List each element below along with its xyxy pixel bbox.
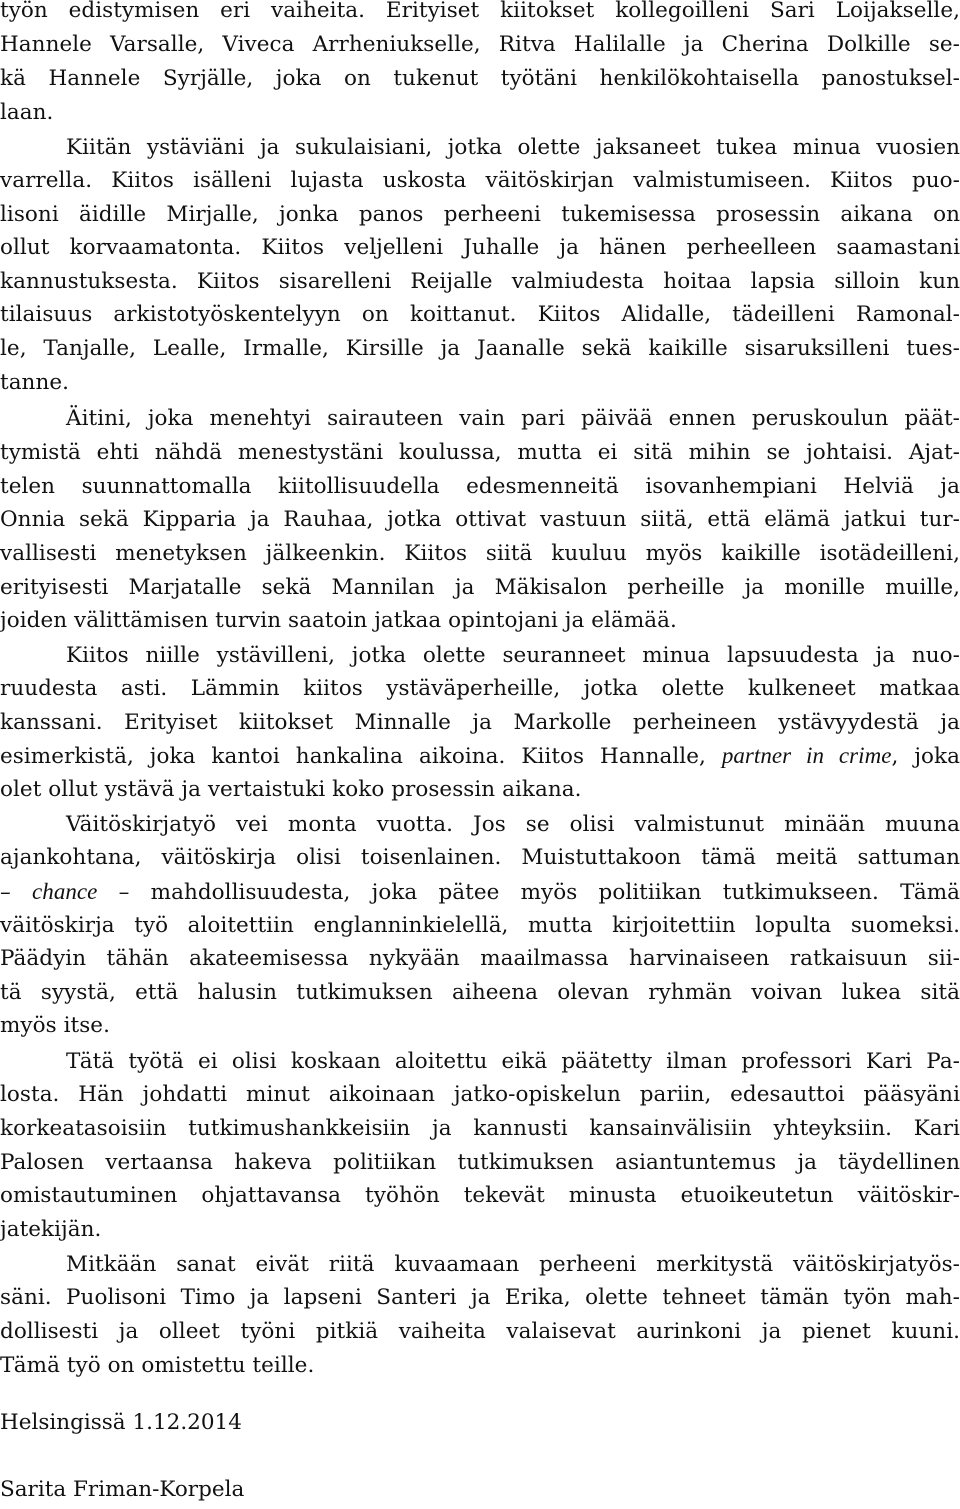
text-segment: , joka: [891, 744, 960, 769]
text-line: Äitini, joka menehtyi sairauteen vain pari päivää ennen peruskoulun päät-: [66, 406, 960, 431]
text-line-with-italic: [0, 875, 960, 909]
italic-phrase: partner in crime: [721, 743, 892, 768]
text-line: kannustuksesta. Kiitos sisarelleni Reijalle valmiudesta hoitaa lapsia silloin kun: [0, 269, 960, 294]
text-line: tilaisuus arkistotyöskentelyyn on koittanut. Kiitos Alidalle, tädeilleni Ramonal-: [0, 302, 960, 327]
text-line: erityisesti Marjatalle sekä Mannilan ja Mäkisalon perheille ja monille muille,: [0, 575, 960, 600]
text-line: Palosen vertaansa hakeva politiikan tutkimuksen asiantuntemus ja täydellinen: [0, 1150, 960, 1175]
text-line: laan.: [0, 100, 54, 125]
text-line: ollut korvaamatonta. Kiitos veljelleni Juhalle ja hänen perheelleen saamastani: [0, 235, 960, 260]
text-line: säni. Puolisoni Timo ja lapseni Santeri ja Erika, olette tehneet tämän työn mah-: [0, 1285, 960, 1310]
author-name: Sarita Friman-Korpela: [0, 1477, 245, 1502]
text-line: Kiitän ystäviäni ja sukulaisiani, jotka olette jaksaneet tukea minua vuosien: [66, 135, 960, 160]
text-line: olet ollut ystävä ja vertaistuki koko prosessin aikana.: [0, 777, 582, 802]
text-line: työn edistymisen eri vaiheita. Erityiset kiitokset kollegoilleni Sari Loijakselle,: [0, 0, 960, 23]
text-line: vallisesti menetyksen jälkeenkin. Kiitos siitä kuuluu myös kaikille isotädeilleni,: [0, 541, 960, 566]
text-line: tymistä ehti nähdä menestystäni koulussa, mutta ei sitä mihin se johtaisi. Ajat-: [0, 440, 960, 465]
text-line: telen suunnattomalla kiitollisuudella edesmenneitä isovanhempiani Helviä ja: [0, 474, 960, 499]
place-date: Helsingissä 1.12.2014: [0, 1410, 242, 1435]
text-line: joiden välittämisen turvin saatoin jatkaa opintojani ja elämää.: [0, 608, 677, 633]
italic-word: chance: [32, 879, 98, 904]
text-line: ajankohtana, väitöskirja olisi toisenlainen. Muistuttakoon tämä meitä sattuman: [0, 845, 960, 870]
text-line: kanssani. Erityiset kiitokset Minnalle ja Markolle perheineen ystävyydestä ja: [0, 710, 960, 735]
text-line: Kiitos niille ystävilleni, jotka olette seuranneet minua lapsuudesta ja nuo-: [66, 643, 960, 668]
text-line: losta. Hän johdatti minut aikoinaan jatko-opiskelun pariin, edesauttoi pääsyäni: [0, 1082, 960, 1107]
text-line: korkeatasoisiin tutkimushankkeisiin ja kannusti kansainvälisiin yhteyksiin. Kari: [0, 1116, 960, 1141]
text-segment: –: [0, 880, 33, 905]
text-line: tanne.: [0, 370, 70, 395]
text-line: ruudesta asti. Lämmin kiitos ystäväperheille, jotka olette kulkeneet matkaa: [0, 676, 960, 701]
text-line: Väitöskirjatyö vei monta vuotta. Jos se olisi valmistunut minään muuna: [66, 812, 960, 837]
text-line: le, Tanjalle, Lealle, Irmalle, Kirsille ja Jaanalle sekä kaikille sisaruksilleni tues-: [0, 336, 960, 361]
text-line: dollisesti ja olleet työni pitkiä vaiheita valaisevat aurinkoni ja pienet kuuni.: [0, 1319, 960, 1344]
text-line: Päädyin tähän akateemisessa nykyään maailmassa harvinaiseen ratkaisuun sii-: [0, 946, 960, 971]
text-line: varrella. Kiitos isälleni lujasta uskosta väitöskirjan valmistumiseen. Kiitos puo-: [0, 168, 960, 193]
text-line: omistautuminen ohjattavansa työhön tekevät minusta etuoikeutetun väitöskir-: [0, 1183, 960, 1208]
text-line: väitöskirja työ aloitettiin englanninkielellä, mutta kirjoitettiin lopulta suomeksi.: [0, 913, 960, 938]
text-line: jatekijän.: [0, 1217, 102, 1242]
text-line: Mitkään sanat eivät riitä kuvaamaan perheeni merkitystä väitöskirjatyös-: [66, 1252, 960, 1277]
text-line: Hannele Varsalle, Viveca Arrheniukselle, Ritva Halilalle ja Cherina Dolkille se-: [0, 32, 960, 57]
text-segment: – mahdollisuudesta, joka pätee myös politiikan tutkimukseen. Tämä: [97, 880, 960, 905]
text-line: Onnia sekä Kipparia ja Rauhaa, jotka ottivat vastuun siitä, että elämä jatkui tur-: [0, 507, 960, 532]
text-segment: esimerkistä, joka kantoi hankalina aikoina. Kiitos Hannalle,: [0, 744, 722, 769]
text-line: lisoni äidille Mirjalle, jonka panos perheeni tukemisessa prosessin aikana on: [0, 202, 960, 227]
text-line: myös itse.: [0, 1013, 110, 1038]
text-line: kä Hannele Syrjälle, joka on tukenut työtäni henkilökohtaisella panostuksel-: [0, 66, 960, 91]
text-line: tä syystä, että halusin tutkimuksen aiheena olevan ryhmän voivan lukea sitä: [0, 980, 960, 1005]
text-line: Tätä työtä ei olisi koskaan aloitettu eikä päätetty ilman professori Kari Pa-: [66, 1049, 960, 1074]
text-line-with-italic: [0, 739, 960, 773]
text-line: Tämä työ on omistettu teille.: [0, 1353, 315, 1378]
